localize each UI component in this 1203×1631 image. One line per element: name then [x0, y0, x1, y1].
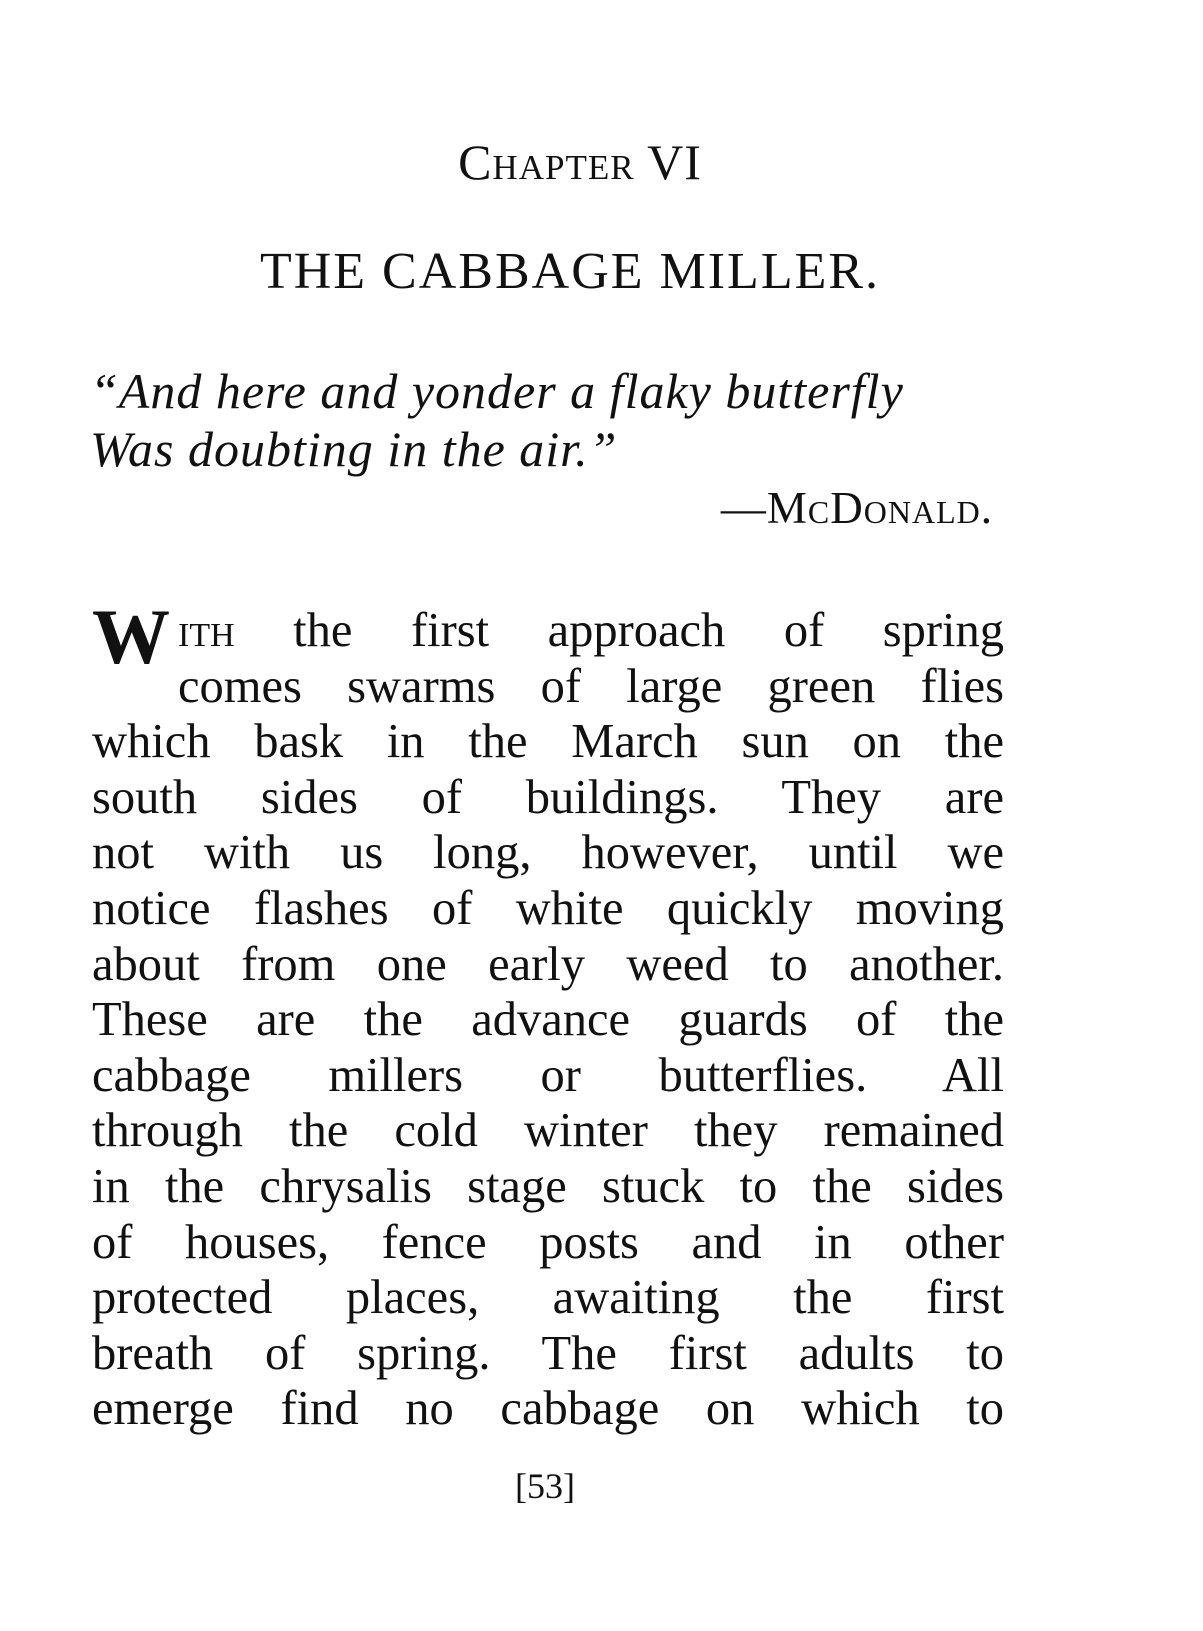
body-line: south sides of buildings. They are	[92, 770, 1004, 824]
chapter-title: THE CABBAGE MILLER.	[259, 243, 881, 300]
body-line: through the cold winter they remained	[92, 1104, 1004, 1158]
body-line: about from one early weed to another.	[92, 937, 1004, 991]
first-word-rest: ith	[178, 604, 235, 657]
first-line-text: the first approach of spring	[234, 604, 1004, 657]
body-line: breath of spring. The first adults to	[92, 1326, 1004, 1380]
body-line: cabbage millers or butterflies. All	[92, 1048, 1004, 1102]
epigraph	[90, 362, 1010, 478]
page-number: [53]	[515, 1466, 575, 1506]
body-line-first	[92, 603, 1004, 659]
body-line: These are the advance guards of the	[92, 993, 1004, 1047]
body-line: protected places, awaiting the first	[92, 1271, 1004, 1325]
body-line: not with us long, however, until we	[92, 826, 1004, 880]
epigraph-line-2: Was doubting in the air.”	[90, 421, 618, 477]
body-line: notice flashes of white quickly moving	[92, 881, 1004, 935]
drop-cap: W	[92, 593, 170, 680]
chapter-heading: Chapter VI	[458, 134, 702, 190]
body-line: comes swarms of large green flies	[178, 659, 1004, 713]
body-line: of houses, fence posts and in other	[92, 1215, 1004, 1269]
body-text	[92, 593, 1004, 1437]
body-line: which bask in the March sun on the	[92, 715, 1004, 769]
body-line: in the chrysalis stage stuck to the sides	[92, 1159, 1004, 1213]
body-lines	[92, 659, 1004, 1437]
epigraph-attribution: —McDonald.	[720, 483, 993, 533]
body-line: emerge find no cabbage on which to	[92, 1382, 1004, 1436]
epigraph-line-1: “And here and yonder a flaky butterfly	[90, 363, 904, 419]
